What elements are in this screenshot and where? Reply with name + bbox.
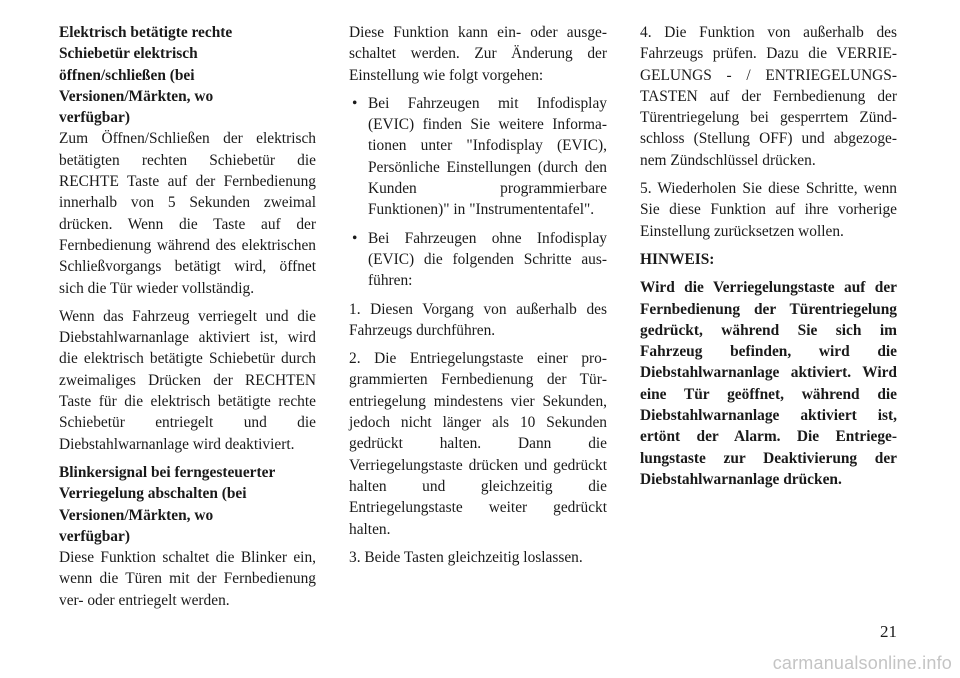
paragraph-flash-function: Diese Funktion schaltet die Blinker ein, wenn die Türen mit der Fernbedienung ver- oder entriegelt werden. <box>59 549 316 609</box>
heading-line: Schiebetür elektrisch <box>59 45 198 63</box>
heading-line: Elektrisch betätigte rechte <box>59 24 233 41</box>
step-item-5: 5. Wiederholen Sie diese Schritte, wenn Sie diese Funktion auf ihre vorherige Einstellung zurücksetzen wollen. <box>640 180 897 240</box>
heading-line: verfügbar) <box>59 109 130 127</box>
step-item: 3. Beide Tasten gleichzeitig loslassen. <box>349 548 583 566</box>
section-heading-sliding-door <box>59 22 316 128</box>
bullet-list <box>349 93 607 292</box>
step-item-4: 4. Die Funktion von außerhalb des Fahrzeugs prüfen. Dazu die VERRIEGELUNGS - / ENTRIEGELUNGSTASTEN auf der Fernbedienung der Türentriegelung bei gesperrtem Zündschloss (Stellung OFF) und abgezogenem Zündschlüssel drücken. <box>640 24 897 169</box>
heading-line: Blinkersignal bei ferngesteuerter <box>59 463 276 481</box>
note-label: HINWEIS: <box>640 250 715 268</box>
heading-line: Verriegelung abschalten (bei <box>59 485 247 503</box>
note-text: Wird die Verriegelungstaste auf der Fernbedienung der Türentriegelung gedrückt, während Sie sich im Fahrzeug befinden, wird die Diebstahlwarnanlage aktiviert. Wird eine Tür geöffnet, während die Diebstahlwarnanlage aktiviert ist, ertönt der Alarm. Die Entriegelungstaste zur Deaktivierung der Diebstahlwarnanlage drücken. <box>640 279 897 488</box>
column-right <box>640 22 897 490</box>
bullet-item-evic: • Bei Fahrzeugen mit Infodisplay (EVIC) finden Sie weitere Informationen unter "Infodisplay (EVIC), Persönliche Einstellungen (durch den Kunden programmierbare Funktionen)" in "Instrumententafel". <box>349 93 607 221</box>
column-middle <box>349 22 607 575</box>
paragraph-open-close: Zum Öffnen/Schließen der elektrisch betätigten rechten Schiebetür die RECHTE Taste auf der Fernbedienung innerhalb von 5 Sekunden zweimal drücken. Wenn die Taste auf der Fernbedienung während des elektrischen Schließvorgangs betätigt wird, öffnet sich die Tür wieder vollständig. <box>59 130 316 297</box>
heading-line: verfügbar) <box>59 527 130 545</box>
watermark: carmanualsonline.info <box>772 653 952 673</box>
column-left <box>59 22 316 611</box>
page-number: 21 <box>880 622 897 641</box>
step-item: 2. Die Entriegelungstaste einer programmierten Fernbedienung der Türentriegelung mindestens vier Sekunden, jedoch nicht länger als 10 Sekunden gedrückt halten. Dann die Verriegelungstaste drücken und gedrückt halten und gleichzeitig die Entriegelungstaste weiter gedrückt halten. <box>349 350 607 538</box>
section-heading-flash-signal <box>59 462 316 547</box>
paragraph-alarm-unlock: Wenn das Fahrzeug verriegelt und die Diebstahlwarnanlage aktiviert ist, wird die elektrisch betätigte Schiebetür durch zweimaliges Drücken der RECHTEN Taste für die elektrisch betätigte rechte Schiebetür entriegelt und die Diebstahlwarnanlage wird deaktiviert. <box>59 307 316 453</box>
heading-line: Versionen/Märkten, wo <box>59 506 214 524</box>
heading-line: Versionen/Märkten, wo <box>59 87 214 105</box>
step-list <box>349 299 607 569</box>
step-item: 1. Diesen Vorgang von außerhalb des Fahrzeugs durchführen. <box>349 300 607 339</box>
heading-line: öffnen/schließen (bei <box>59 66 195 84</box>
paragraph-intro: Diese Funktion kann ein- oder ausgeschaltet werden. Zur Änderung der Einstellung wie folgt vorgehen: <box>349 24 607 84</box>
bullet-item-no-evic: • Bei Fahrzeugen ohne Infodisplay (EVIC) die folgenden Schritte ausführen: <box>349 228 607 292</box>
